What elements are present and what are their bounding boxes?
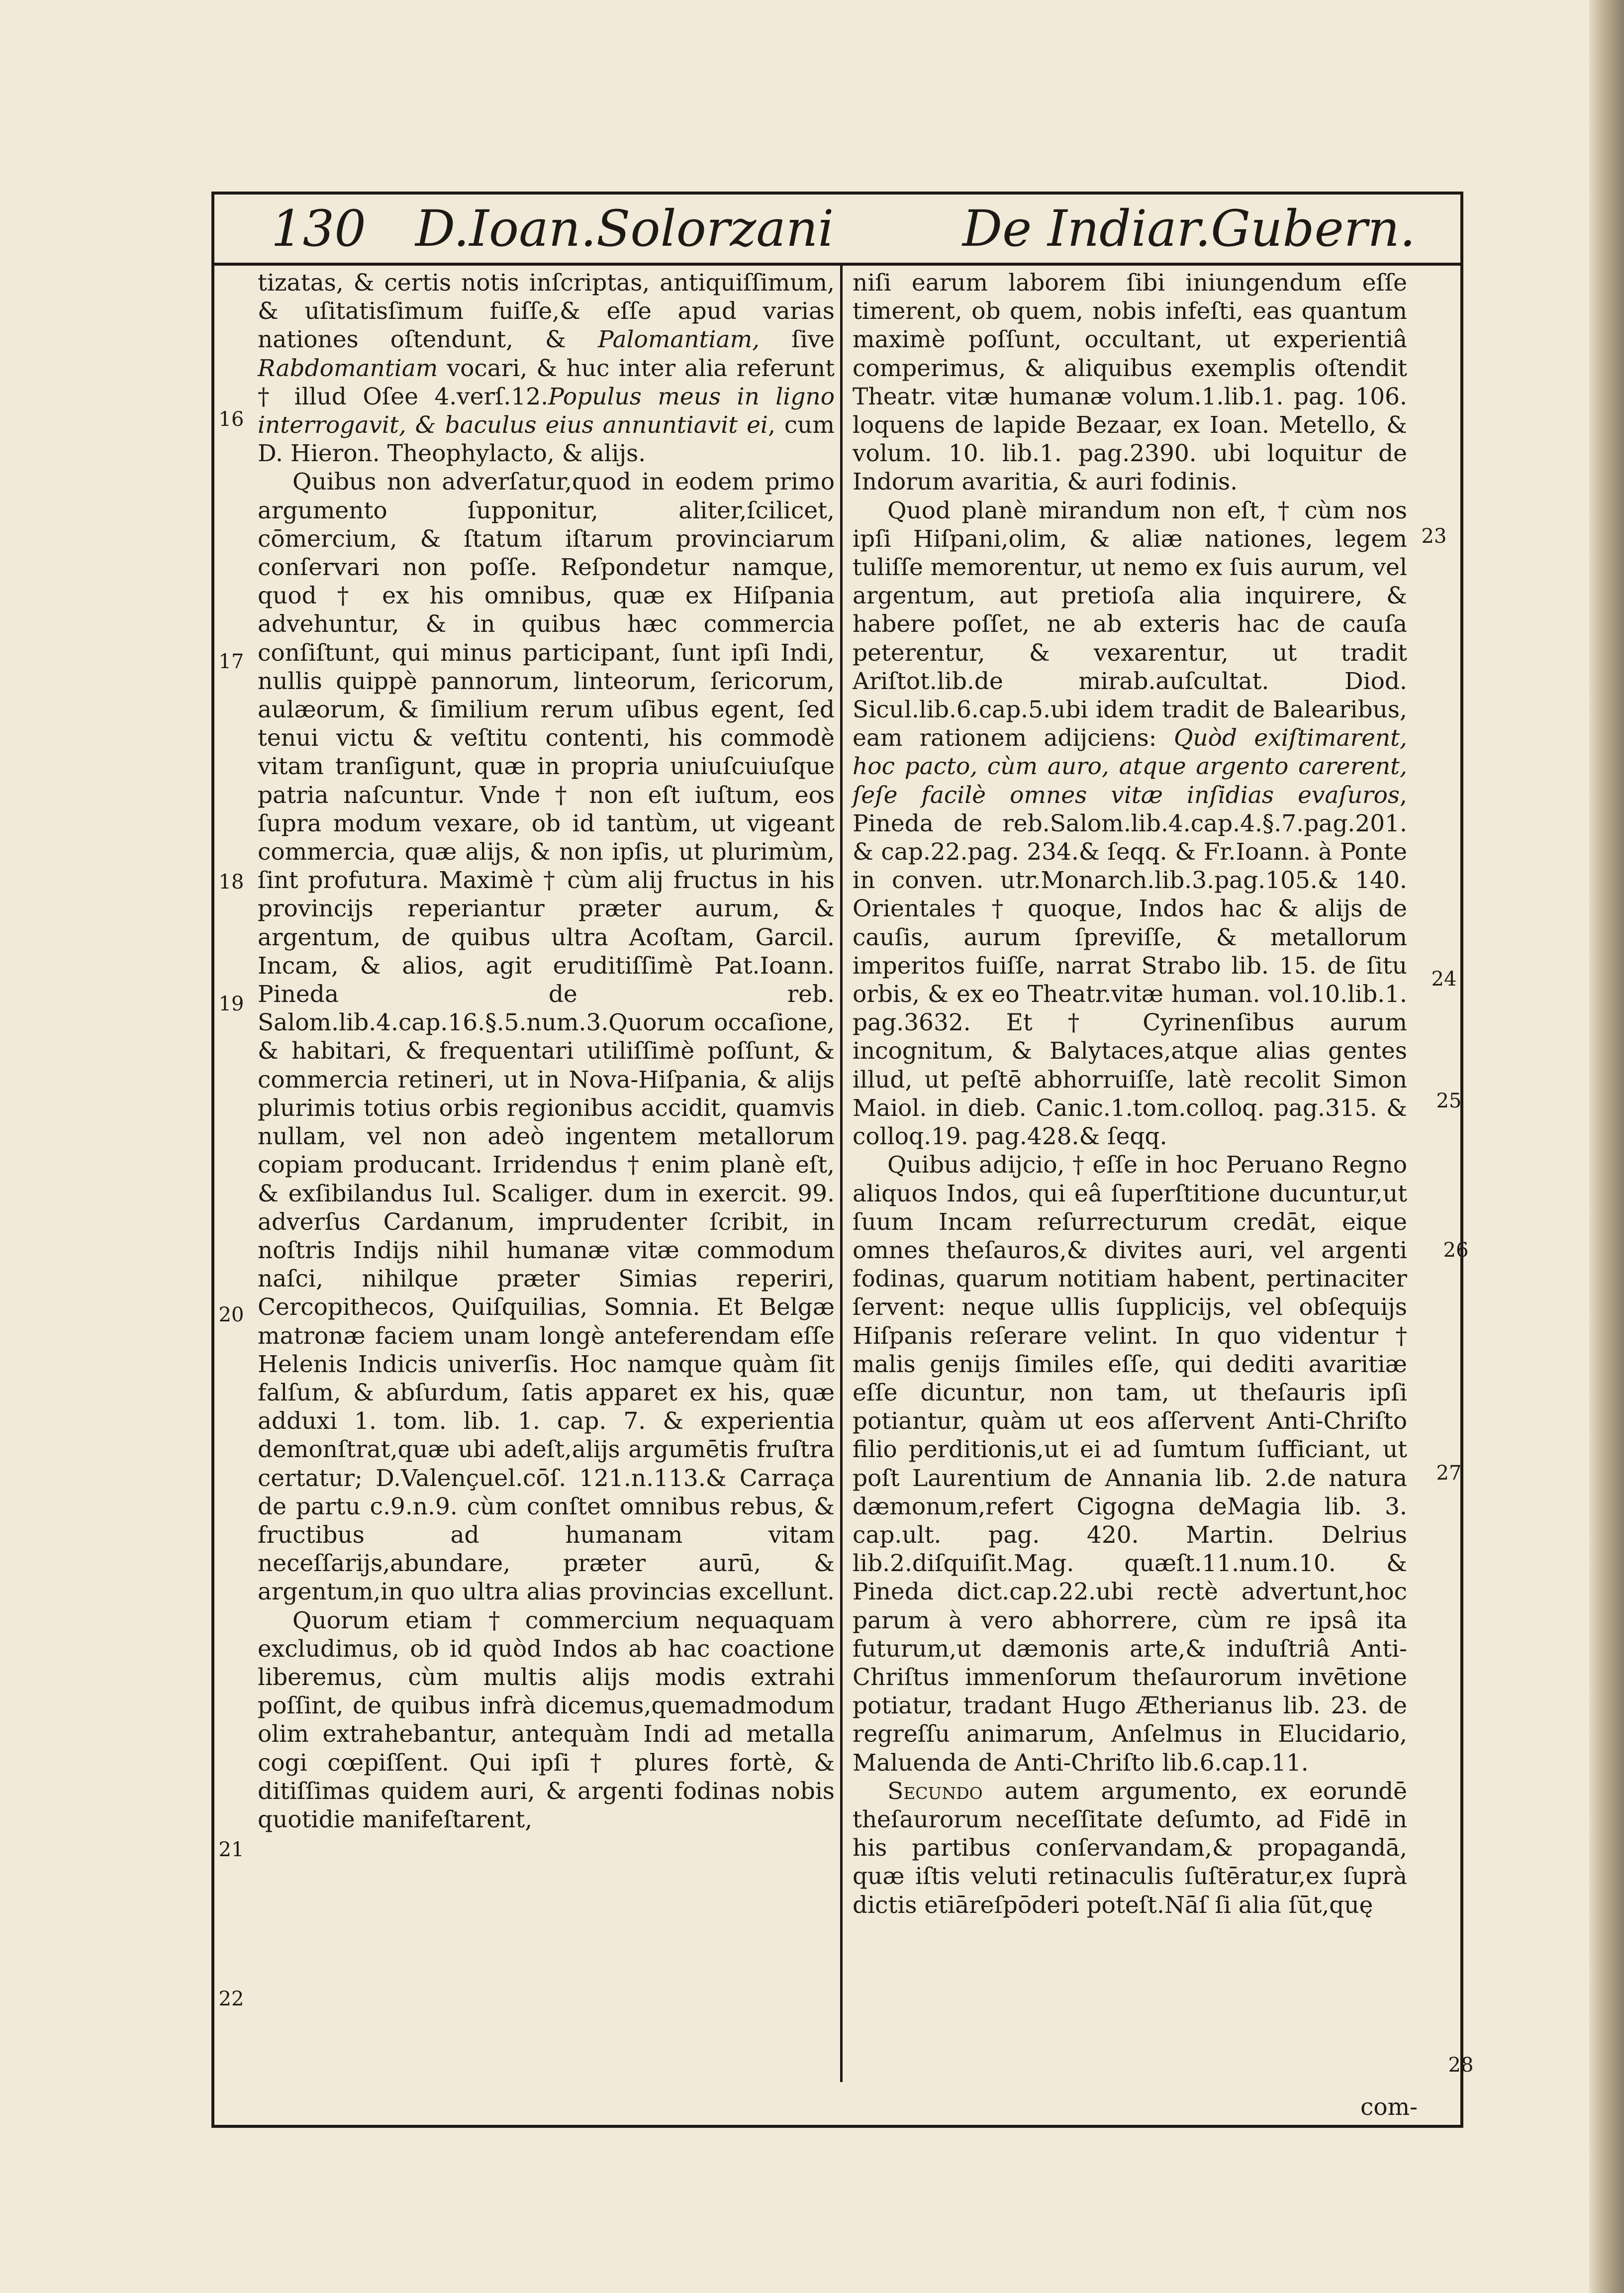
margin-number: 16 xyxy=(218,408,244,431)
left-column xyxy=(258,269,835,1834)
catchword: com- xyxy=(1360,2094,1418,2121)
margin-number: 18 xyxy=(218,871,244,894)
margin-number: 26 xyxy=(1443,1239,1469,1262)
right-paragraph-1: niſi earum laborem ſibi iniungendum eſſe timerent, ob quem, nobis infeſti, eas quantum maximè poſſunt, occultant, ut experientiâ comperimus, & aliquibus exemplis oſtendit Theatr. vitæ humanæ volum.1.lib.1. pag. 106. loquens de lapide Bezaar, ex Ioan. Metello, & volum. 10. lib.1. pag.2390. ubi loquitur de Indorum avaritia, & auri fodinis. xyxy=(853,269,1407,496)
page-edge xyxy=(1589,0,1624,2293)
margin-number: 20 xyxy=(218,1303,244,1326)
left-paragraph-1: tizatas, & certis notis inſcriptas, antiquiſſimum, & uſitatisſimum fuiſſe,& eſſe apud varias nationes oſtendunt, & Palomantiam, ſive Rabdomantiam vocari, & huc inter alia referunt † illud Oſee 4.verſ.12.Populus meus in ligno interrogavit, & baculus eius annuntiavit ei, cum D. Hieron. Theophylacto, & alijs. xyxy=(258,269,835,468)
margin-number: 24 xyxy=(1431,968,1457,991)
right-column xyxy=(853,269,1407,1919)
right-paragraph-4: Secundo autem argumento, ex eorundē theſaurorum neceſſitate deſumto, ad Fidē in his partibus conſervandam,& propagandā, quæ iſtis veluti retinaculis ſuſtēratur,ex ſuprà dictis etiāreſpōderi poteſt.Nāſ ſi alia ſūt,quę xyxy=(853,1777,1407,1919)
margin-number: 19 xyxy=(218,993,244,1015)
right-paragraph-2: Quod planè mirandum non eſt, † cùm nos ipſi Hiſpani,olim, & aliæ nationes, legem tuliſſe memorentur, ut nemo ex ſuis aurum, vel argentum, aut pretioſa alia inquirere, & habere poſſet, ne ab exteris hac de cauſa peterentur, & vexarentur, ut tradit Ariſtot.lib.de mirab.auſcultat. Diod. Sicul.lib.6.cap.5.ubi idem tradit de Balearibus, eam rationem adijciens: Quòd exiſtimarent, hoc pacto, cùm auro, atque argento carerent, ſeſe facilè omnes vitæ inſidias evaſuros, Pineda de reb.Salom.lib.4.cap.4.§.7.pag.201. & cap.22.pag. 234.& ſeqq. & Fr.Ioann. à Ponte in conven. utr.Monarch.lib.3.pag.105.& 140. Orientales † quoque, Indos hac & alijs de cauſis, aurum ſpreviſſe, & metallorum imperitos fuiſſe, narrat Strabo lib. 15. de ſitu orbis, & ex eo Theatr.vitæ human. vol.10.lib.1. pag.3632. Et † Cyrinenſibus aurum incognitum, & Balytaces,atque alias gentes illud, ut peſtē abhorruiſſe, latè recolit Simon Maiol. in dieb. Canic.1.tom.colloq. pag.315. & colloq.19. pag.428.& ſeqq. xyxy=(853,497,1407,1151)
right-paragraph-3: Quibus adijcio, † eſſe in hoc Peruano Regno aliquos Indos, qui eâ ſuperſtitione ducuntur,ut ſuum Incam reſurrecturum credāt, eique omnes theſauros,& divites auri, vel argenti fodinas, quarum notitiam habent, pertinaciter ſervent: neque ullis ſupplicijs, vel obſequijs Hiſpanis reſerare velint. In quo videntur † malis genijs ſimiles eſſe, qui dediti avaritiæ eſſe dicuntur, non tam, ut theſauris ipſi potiantur, quàm ut eos aſſervent Anti-Chriſto filio perditionis,ut ei ad ſumtum ſufficiant, ut poſt Laurentium de Annania lib. 2.de natura dæmonum,refert Cigogna deMagia lib. 3. cap.ult. pag. 420. Martin. Delrius lib.2.diſquiſit.Mag. quæſt.11.num.10. & Pineda dict.cap.22.ubi rectè advertunt,hoc parum à vero abhorrere, cùm re ipsâ ita futurum,ut dæmonis arte,& induſtriâ Anti-Chriſtus immenſorum theſaurorum invētione potiatur, tradant Hugo Ætherianus lib. 23. de regreſſu animarum, Anſelmus in Elucidario, Maluenda de Anti-Chriſto lib.6.cap.11. xyxy=(853,1151,1407,1777)
column-rule xyxy=(840,266,843,2082)
left-paragraph-3: Quorum etiam † commercium nequaquam excludimus, ob id quòd Indos ab hac coactione liberemus, cùm multis alijs modis extrahi poſſint, de quibus infrà dicemus,quemadmodum olim extrahebantur, antequàm Indi ad metalla cogi cœpiſſent. Qui ipſi † plures fortè, & ditiſſimas quidem auri, & argenti fodinas nobis quotidie manifeſtarent, xyxy=(258,1606,835,1833)
margin-number: 22 xyxy=(218,1988,244,2010)
margin-number: 28 xyxy=(1448,2054,1474,2077)
margin-number: 17 xyxy=(218,650,244,673)
margin-number: 25 xyxy=(1436,1090,1462,1112)
running-head-author: D.Ioan.Solorzani xyxy=(415,199,834,258)
margin-number: 27 xyxy=(1436,1462,1462,1485)
page-number: 130 xyxy=(271,199,366,258)
left-paragraph-2: Quibus non adverſatur,quod in eodem primo argumento ſupponitur, aliter,ſcilicet, cōmercium, & ſtatum iſtarum provinciarum conſervari non poſſe. Reſpondetur namque, quod † ex his omnibus, quæ ex Hiſpania advehuntur, & in quibus hæc commercia conſiſtunt, qui minus participant, ſunt ipſi Indi, nullis quippè pannorum, linteorum, ſericorum, aulæorum, & ſimilium rerum uſibus egent, ſed tenui victu & veſtitu contenti, his commodè vitam tranſigunt, quæ in propria uniuſcuiuſque patria naſcuntur. Vnde † non eſt iuſtum, eos ſupra modum vexare, ob id tantùm, ut vigeant commercia, quæ alijs, & non ipſis, ut plurimùm, ſint profutura. Maximè † cùm alij fructus in his provincijs reperiantur præter aurum, & argentum, de quibus ultra Acoſtam, Garcil. Incam, & alios, agit eruditiſſimè Pat.Ioann. Pineda de reb. Salom.lib.4.cap.16.§.5.num.3.Quorum occaſione, & habitari, & frequentari utiliſſimè poſſunt, & commercia retineri, ut in Nova-Hiſpania, & alijs plurimis totius orbis regionibus accidit, quamvis nullam, vel non adeò ingentem metallorum copiam producant. Irridendus † enim planè eſt, & exſibilandus Iul. Scaliger. dum in exercit. 99. adverſus Cardanum, imprudenter ſcribit, in noſtris Indijs nihil humanæ vitæ commodum naſci, nihilque præter Simias reperiri, Cercopithecos, Quiſquilias, Somnia. Et Belgæ matronæ faciem unam longè anteferendam eſſe Helenis Indicis univerſis. Hoc namque quàm ſit falſum, & abſurdum, ſatis apparet ex his, quæ adduxi 1. tom. lib. 1. cap. 7. & experientia demonſtrat,quæ ubi adeſt,alijs argumētis fruſtra certatur; D.Valençuel.cōſ. 121.n.113.& Carraça de partu c.9.n.9. cùm conſtet omnibus rebus, & fructibus ad humanam vitam neceſſarijs,abundare, præter aurū, & argentum,in quo ultra alias provincias excellunt. xyxy=(258,468,835,1606)
margin-number: 23 xyxy=(1421,525,1447,548)
margin-number: 21 xyxy=(218,1838,244,1861)
running-head-title: De Indiar.Gubern. xyxy=(962,199,1416,258)
